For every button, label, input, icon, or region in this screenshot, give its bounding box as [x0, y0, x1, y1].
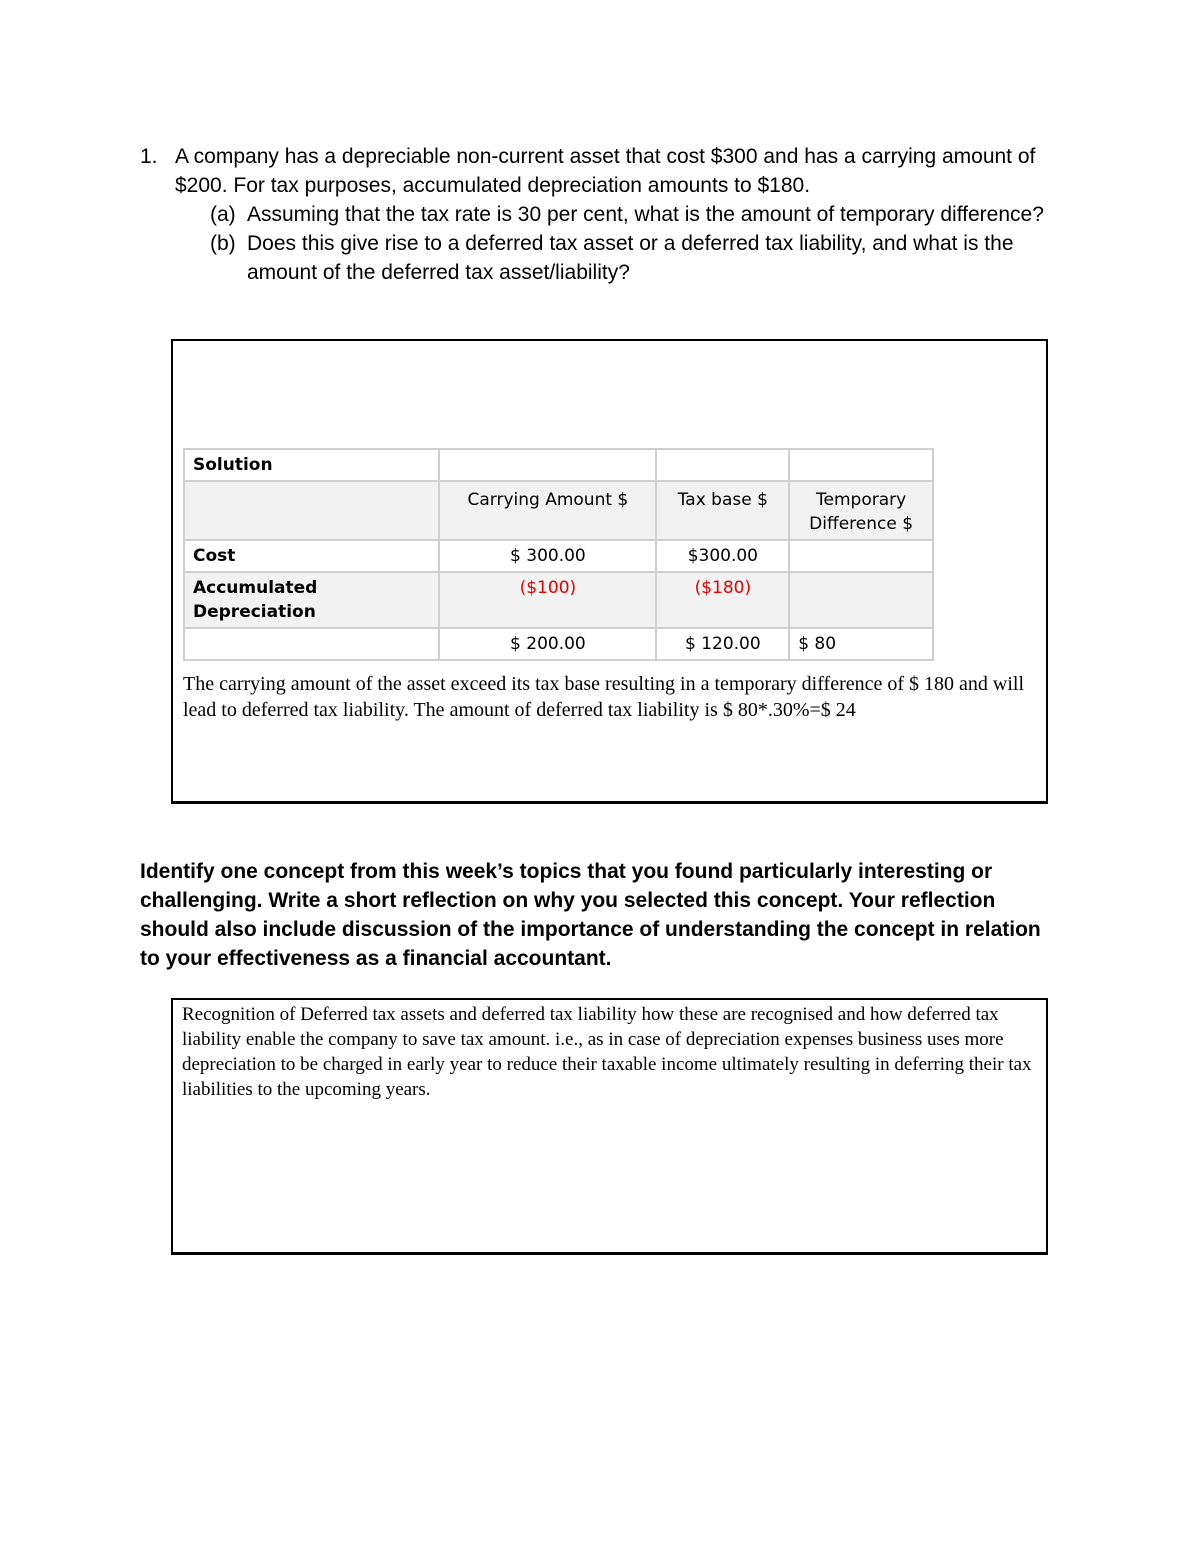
- cost-tax-base: $300.00: [656, 540, 789, 572]
- header-tax-base: Tax base $: [656, 481, 789, 540]
- reflection-box: [171, 998, 1048, 1255]
- table-header-row: [184, 481, 933, 540]
- total-carrying: $ 200.00: [439, 628, 656, 660]
- cost-carrying: $ 300.00: [439, 540, 656, 572]
- reflection-answer: Recognition of Deferred tax assets and deferred tax liability how these are recognised and how deferred tax liability enable the company to save tax amount. i.e., as in case of depreciation expenses business uses more depreciation to be charged in early year to reduce their taxable income ultimately resulting in deferring their tax liabilities to the upcoming years.: [182, 1004, 1032, 1100]
- table-cell: [184, 481, 439, 540]
- question-part-a: [210, 200, 1070, 229]
- table-row: [184, 628, 933, 660]
- question-text: A company has a depreciable non-current asset that cost $300 and has a carrying amount of $200. For tax purposes, accumulated depreciation amounts to $180.: [175, 145, 1036, 197]
- solution-explanation: The carrying amount of the asset exceed its tax base resulting in a temporary difference of $ 180 and will lead to deferred tax liability. The amount of deferred tax liability is $ 80*.30%=$ 24: [183, 673, 1025, 721]
- table-row: [184, 572, 933, 628]
- solution-table: [183, 448, 934, 661]
- answer-box: [171, 339, 1048, 804]
- question-number: 1.: [140, 145, 158, 168]
- row-label-accumulated-depreciation: Accumulated Depreciation: [184, 572, 439, 628]
- part-b-label: (b): [210, 232, 236, 255]
- total-temporary: $ 80: [789, 628, 933, 660]
- header-temporary-difference: Temporary Difference $: [789, 481, 933, 540]
- part-a-text: Assuming that the tax rate is 30 per cent, what is the amount of temporary difference?: [247, 203, 1044, 226]
- question-1: [140, 142, 1070, 287]
- part-a-label: (a): [210, 203, 236, 226]
- table-row: [184, 449, 933, 481]
- total-tax-base: $ 120.00: [656, 628, 789, 660]
- table-row: [184, 540, 933, 572]
- part-b-text: Does this give rise to a deferred tax asset or a deferred tax liability, and what is the amount of the deferred tax asset/liability?: [247, 232, 1014, 284]
- row-label-cost: Cost: [184, 540, 439, 572]
- total-label: [184, 628, 439, 660]
- table-cell: [656, 449, 789, 481]
- question-part-b: [210, 229, 1070, 287]
- cost-temporary: [789, 540, 933, 572]
- table-cell: [789, 449, 933, 481]
- reflection-prompt: Identify one concept from this week’s topics that you found particularly interesting or challenging. Write a short reflection on why you selected this concept. Your reflection should also include discussion of the importance of understanding the concept in relation to your effectiveness as a financial accountant.: [140, 860, 1041, 970]
- header-carrying-amount: Carrying Amount $: [439, 481, 656, 540]
- accum-temporary: [789, 572, 933, 628]
- table-cell: [439, 449, 656, 481]
- solution-title: Solution: [184, 449, 439, 481]
- accum-tax-base: ($180): [656, 572, 789, 628]
- accum-carrying: ($100): [439, 572, 656, 628]
